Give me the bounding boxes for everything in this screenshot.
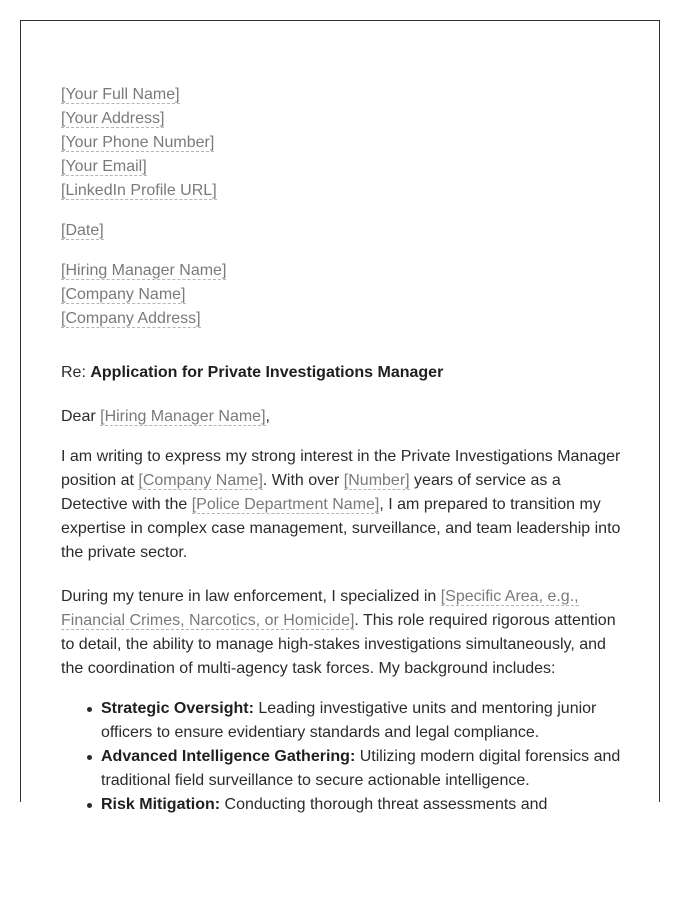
- qualification-list: [61, 697, 626, 817]
- para1-text-1: I am writing to express my strong interest in the Private Investigations Manager position at: [61, 448, 621, 489]
- bullet-title: Risk Mitigation:: [101, 796, 221, 813]
- letter-content: [61, 83, 626, 817]
- sender-email-placeholder[interactable]: [Your Email]: [61, 158, 147, 175]
- para1-years-placeholder[interactable]: [Number]: [343, 472, 410, 489]
- para2-area-placeholder[interactable]: [Specific Area, e.g., Financial Crimes, Narcotics, or Homicide]: [61, 588, 579, 629]
- para2-text-1: During my tenure in law enforcement, I specialized in: [61, 588, 441, 605]
- sender-address-placeholder[interactable]: [Your Address]: [61, 110, 165, 127]
- bullet-dot: [87, 755, 92, 760]
- subject-prefix: Re:: [61, 364, 91, 381]
- para1-text-2: . With over: [262, 472, 344, 489]
- bullet-title: Strategic Oversight:: [101, 700, 254, 717]
- list-item: [101, 697, 626, 745]
- letter-page: [20, 20, 660, 813]
- recipient-address-placeholder[interactable]: [Company Address]: [61, 310, 201, 327]
- bullet-dot: [87, 803, 92, 808]
- date-block: [61, 219, 626, 243]
- bullet-dot: [87, 707, 92, 712]
- salutation-name-placeholder[interactable]: [Hiring Manager Name]: [100, 408, 266, 425]
- sender-linkedin-placeholder[interactable]: [LinkedIn Profile URL]: [61, 182, 217, 199]
- para1-text-4: , I am prepared to transition my expertise in complex case management, surveillance, and team leadership into the private sector.: [61, 496, 621, 561]
- para1-text-3: years of service as a Detective with the: [61, 472, 561, 513]
- para1-department-placeholder[interactable]: [Police Department Name]: [191, 496, 380, 513]
- salutation: [61, 405, 626, 429]
- bullet-title: Advanced Intelligence Gathering:: [101, 748, 356, 765]
- salutation-suffix: ,: [265, 408, 270, 425]
- list-item: [101, 745, 626, 793]
- sender-phone-placeholder[interactable]: [Your Phone Number]: [61, 134, 215, 151]
- para1-company-placeholder[interactable]: [Company Name]: [138, 472, 263, 489]
- sender-name-placeholder[interactable]: [Your Full Name]: [61, 86, 180, 103]
- sender-block: [61, 83, 626, 203]
- paragraph-intro: [61, 445, 626, 565]
- subject-title: Application for Private Investigations Manager: [90, 364, 444, 381]
- paragraph-background: [61, 585, 626, 681]
- recipient-manager-placeholder[interactable]: [Hiring Manager Name]: [61, 262, 227, 279]
- bullet-text: Leading investigative units and mentoring junior officers to ensure evidentiary standards and legal compliance.: [101, 700, 597, 741]
- bullet-text: Conducting thorough threat assessments and: [220, 796, 548, 813]
- bullet-text: Utilizing modern digital forensics and traditional field surveillance to secure actionable intelligence.: [101, 748, 621, 789]
- list-item: [101, 793, 626, 817]
- recipient-block: [61, 259, 626, 331]
- recipient-company-placeholder[interactable]: [Company Name]: [61, 286, 186, 303]
- para2-text-2: . This role required rigorous attention to detail, the ability to manage high-stakes investigations simultaneously, and the coordination of multi-agency task forces. My background includes:: [61, 612, 616, 677]
- subject-line: [61, 361, 626, 385]
- date-placeholder[interactable]: [Date]: [61, 222, 104, 239]
- salutation-prefix: Dear: [61, 408, 101, 425]
